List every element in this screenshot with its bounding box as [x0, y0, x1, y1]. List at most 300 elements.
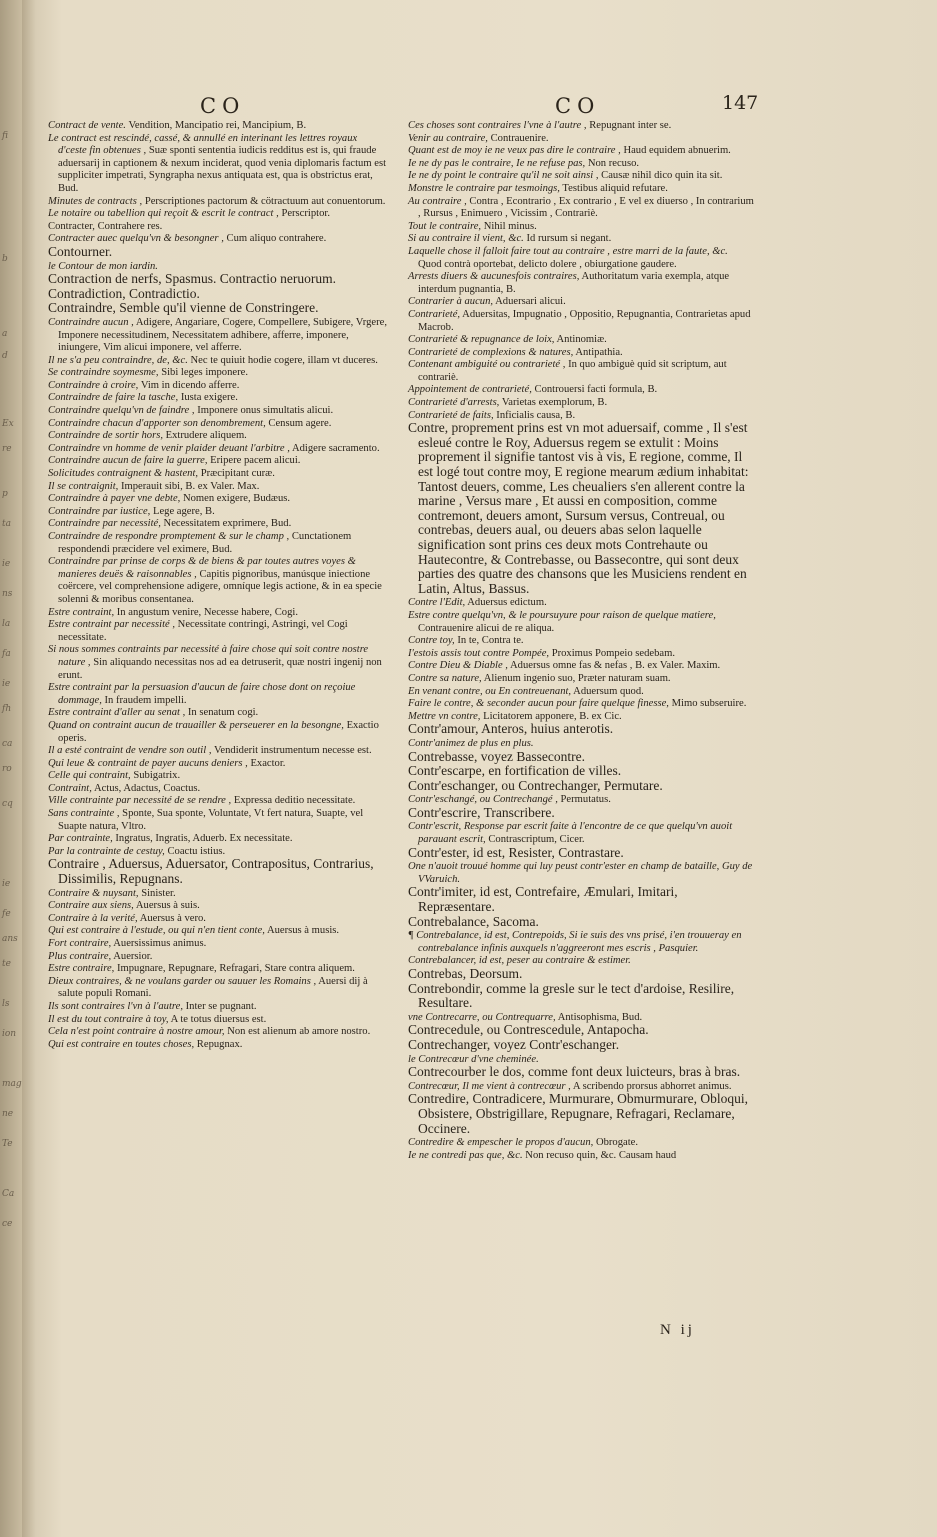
dictionary-entry — [408, 821, 754, 846]
french-term: One n'auoit trouué homme qui luy peust contr'ester en champ de bataille, Guy de VVaruich. — [408, 861, 753, 885]
margin-fragment: ne — [2, 1109, 14, 1119]
dictionary-entry — [48, 367, 388, 380]
dictionary-entry — [48, 405, 388, 418]
french-term: Ville contrainte par necessité de se rendre , — [48, 795, 232, 807]
french-term: Contre sa nature, — [408, 672, 482, 684]
dictionary-entry — [408, 309, 754, 334]
latin-gloss: Varietas exemplorum, B. — [501, 397, 608, 409]
dictionary-entry — [48, 720, 388, 745]
french-term: Il est du tout contraire à toy, — [48, 1013, 169, 1025]
latin-gloss: A te totus diuersus est. — [170, 1013, 267, 1025]
dictionary-entry — [408, 1066, 754, 1081]
dictionary-entry — [48, 619, 388, 644]
dictionary-entry — [48, 888, 388, 901]
french-term: Quant est de moy ie ne veux pas dire le contraire , — [408, 145, 621, 157]
margin-fragment: ns — [2, 589, 13, 599]
latin-gloss: Exactio operis. — [58, 719, 379, 744]
french-term: Estre contraint, — [48, 606, 115, 618]
margin-fragment: fi — [2, 131, 9, 141]
french-term: Faire le contre, & seconder aucun pour faire quelque finesse, — [408, 698, 669, 710]
latin-gloss: In quo ambiguè quid sit scriptum, aut contrariè. — [418, 359, 727, 383]
dictionary-entry — [408, 686, 754, 699]
dictionary-entry — [408, 648, 754, 661]
margin-fragment: ce — [2, 1219, 13, 1229]
margin-fragment: te — [2, 959, 11, 969]
margin-fragment: p — [2, 489, 8, 499]
french-term: Contrebalancer, id est, peser au contraire & estimer. — [408, 955, 631, 967]
margin-fragment: fe — [2, 909, 11, 919]
margin-fragment: a — [2, 329, 8, 339]
dictionary-entry — [48, 418, 388, 431]
margin-fragment: b — [2, 254, 8, 264]
latin-gloss: Haud equidem abnuerim. — [623, 145, 731, 157]
french-term: Qui leue & contraint de payer aucuns deniers , — [48, 757, 248, 769]
latin-gloss: Adigere sacramento. — [291, 442, 380, 454]
dictionary-entry — [408, 886, 754, 915]
dictionary-entry — [48, 833, 388, 846]
latin-gloss: Coactu istius. — [167, 845, 226, 857]
latin-gloss: Permutatus. — [560, 794, 611, 806]
dictionary-entry — [408, 133, 754, 146]
french-term: Contraindre de faire la tasche, — [48, 392, 179, 404]
french-term: Contrarieté & repugnance de loix, — [408, 334, 555, 346]
latin-gloss: Contrebalance, Sacoma. — [408, 913, 539, 929]
french-term: Contract de vente. — [48, 120, 126, 131]
latin-gloss: Imponere onus simultatis alicui. — [197, 405, 334, 417]
french-term: Estre contre quelqu'vn, & le poursuyure pour raison de quelque matiere, — [408, 609, 716, 621]
french-term: Contrarieté de complexions & natures, — [408, 346, 574, 358]
right-column — [408, 120, 754, 1162]
latin-gloss: Impugnare, Repugnare, Refragari, Stare contra aliquem. — [116, 963, 355, 975]
dictionary-entry — [408, 980, 754, 1012]
latin-gloss: Contraire , Aduersus, Aduersator, Contrapositus, Contrarius, Dissimilis, Repugnans. — [48, 856, 374, 887]
latin-gloss: Sinister. — [141, 887, 176, 899]
margin-fragment: la — [2, 619, 11, 629]
latin-gloss: Alienum ingenio suo, Præter naturam suam. — [483, 672, 671, 684]
french-term: Contr'animez de plus en plus. — [408, 737, 534, 749]
latin-gloss: Auersus à musis. — [266, 925, 340, 937]
dictionary-entry — [408, 698, 754, 711]
dictionary-entry — [408, 1137, 754, 1150]
french-term: Celle qui contraint, — [48, 770, 131, 782]
dictionary-entry — [48, 455, 388, 468]
dictionary-entry — [408, 723, 754, 738]
french-term: Arrests diuers & aucunesfois contraires, — [408, 271, 580, 283]
french-term: Contraindre quelqu'vn de faindre , — [48, 405, 195, 417]
french-term: Sans contrainte , — [48, 808, 120, 820]
latin-gloss: Antipathia. — [575, 346, 623, 358]
dictionary-entry — [48, 196, 388, 209]
dictionary-entry — [408, 660, 754, 673]
latin-gloss: Necessitatem exprimere, Bud. — [163, 518, 292, 530]
french-term: Venir au contraire, — [408, 132, 488, 144]
french-term: Contrarieté, — [408, 308, 461, 320]
french-term: Si nous sommes contraints par necessité à faire chose qui soit contre nostre nature , — [48, 644, 369, 668]
french-term: Estre contraint par necessité , — [48, 619, 176, 631]
french-term: Le contract est rescindé, cassé, & annullé en interinant les lettres royaux d'ceste fin obtenues , — [48, 132, 358, 157]
french-term: Ie ne dy pas le contraire, Ie ne refuse pas, — [408, 157, 586, 169]
french-term: Mettre vn contre, — [408, 710, 481, 722]
french-term: Contraindre aucun , — [48, 316, 134, 328]
dictionary-entry — [48, 707, 388, 720]
dictionary-entry — [408, 347, 754, 360]
dictionary-entry — [408, 170, 754, 183]
french-term: Plus contraire, — [48, 950, 112, 962]
latin-gloss: Contrecedule, ou Contrescedule, Antapocha. — [408, 1022, 649, 1038]
margin-fragment: fa — [2, 649, 11, 659]
dictionary-entry — [408, 120, 754, 133]
latin-gloss: Repugnant inter se. — [589, 120, 672, 131]
margin-fragment: Te — [2, 1139, 13, 1149]
latin-gloss: Adigere, Angariare, Cogere, Compellere, Subigere, Vrgere, Imponere necessitudinem, Necessitatem adhibere, afferre, imponere, iniungere, Vim alicui imponere, vel afferre. — [58, 316, 387, 354]
french-term: Contredire & empescher le propos d'aucun, — [408, 1137, 594, 1149]
latin-gloss: Capitis pignoribus, manúsque iniectione coërcere, vel comprehensione adigere, omníque legis actione, & in ea specie solenni & moribus consentanea. — [58, 568, 382, 605]
french-term: Contraindre de respondre promptement & sur le champ , — [48, 531, 290, 542]
dictionary-entry — [408, 861, 754, 886]
dictionary-entry — [48, 208, 388, 221]
dictionary-entry — [408, 158, 754, 171]
latin-gloss: Non est alienum ab amore nostro. — [227, 1026, 371, 1038]
latin-gloss: Contr'amour, Anteros, huius anterotis. — [408, 721, 614, 737]
latin-gloss: Vendition, Mancipatio rei, Mancipium, B. — [128, 120, 307, 131]
french-term: Contr'eschangé, ou Contrechangé , — [408, 794, 558, 806]
dictionary-entry — [48, 858, 388, 887]
dictionary-entry — [48, 976, 388, 1001]
french-term: Estre contraint par la persuasion d'aucun de faire chose dont on reçoiue dommage, — [48, 682, 356, 706]
french-term: Contre l'Edit, — [408, 597, 466, 609]
french-term: ¶ Contrebalance, id est, Contrepoids, Si ie suis des vns prisé, i'en trouueray en contrebalance infinis auxquels n'aggreeront mes escris , Pasquier. — [408, 930, 742, 954]
french-term: Estre contraint d'aller au senat , — [48, 707, 186, 719]
french-term: Ces choses sont contraires l'vne à l'autre , — [408, 120, 587, 131]
margin-fragment: ie — [2, 559, 11, 569]
dictionary-entry — [48, 120, 388, 133]
latin-gloss: Contrauenire alicui de re aliqua. — [418, 622, 555, 634]
latin-gloss: Sin aliquando necessitas nos ad ea detruserit, quæ nostri ingenij non erunt. — [58, 656, 382, 681]
french-term: Ie ne dy point le contraire qu'il ne soit ainsi , — [408, 170, 599, 182]
latin-gloss: Suæ sponti sententia iudicis redditus est is, qui fraude aduersarij in captionem & nexum inciderat, quod venia diplomaris factum est suppliciter impetrati, Syngrapha nexus antiquata est, qua is obstrictus erat, Bud. — [58, 145, 387, 194]
french-term: Solicitudes contraignent & hastent, — [48, 468, 199, 480]
dictionary-entry — [48, 795, 388, 808]
french-term: Le notaire ou tabellion qui reçoit & escrit le contract , — [48, 208, 279, 220]
latin-gloss: Non recuso. — [587, 157, 640, 169]
latin-gloss: Licitatorem apponere, B. ex Cic. — [483, 710, 622, 722]
french-term: Par contrainte, — [48, 833, 113, 845]
latin-gloss: Subigatrix. — [133, 770, 181, 782]
dictionary-entry — [408, 296, 754, 309]
french-term: Contraindre vn homme de venir plaider deuant l'arbitre , — [48, 442, 290, 454]
french-term: Laquelle chose il falloit faire tout au contraire , estre marri de la faute, &c. — [408, 245, 728, 257]
french-term: Contraindre par iustice, — [48, 505, 151, 517]
latin-gloss: Sponte, Sua sponte, Voluntate, Vt fert natura, Suapte, vel Suapte natura, Vltro. — [58, 808, 364, 832]
dictionary-entry — [48, 468, 388, 481]
dictionary-entry — [48, 221, 388, 234]
dictionary-entry — [48, 938, 388, 951]
latin-gloss: Contredire, Contradicere, Murmurare, Obmurmurare, Obloqui, Obsistere, Obstrigillare, Repugnare, Refragari, Reclamare, Occinere. — [408, 1091, 749, 1136]
dictionary-entry — [48, 1039, 388, 1052]
latin-gloss: Auersus à vero. — [139, 912, 206, 924]
dictionary-entry — [48, 302, 388, 317]
latin-gloss: Contrebas, Deorsum. — [408, 966, 523, 981]
latin-gloss: Cunctationem respondendi præcidere vel eximere, Bud. — [58, 531, 352, 555]
french-term: le Contour de mon iardin. — [48, 260, 158, 272]
dictionary-entry — [48, 443, 388, 456]
margin-fragment: ans — [2, 934, 18, 944]
latin-gloss: Necessitate contringi, Astringi, vel Cogi necessitate. — [58, 619, 348, 643]
french-term: Contraindre par prinse de corps & de biens & par toutes autres voyes & manieres deuës & raisonnables , — [48, 556, 356, 580]
french-term: Contenant ambiguité ou contrarieté , — [408, 359, 566, 371]
dictionary-entry — [408, 145, 754, 158]
latin-gloss: In angustum venire, Necesse habere, Cogi. — [116, 606, 298, 618]
margin-fragment: ca — [2, 739, 13, 749]
french-term: Qui est contraire à l'estude, ou qui n'en tient conte, — [48, 925, 265, 937]
latin-gloss: Eripere pacem alicui. — [210, 455, 301, 467]
dictionary-entry — [48, 745, 388, 758]
french-term: Tout le contraire, — [408, 220, 482, 232]
margin-fragment: d — [2, 351, 8, 361]
latin-gloss: Actus, Adactus, Coactus. — [93, 782, 201, 794]
french-term: Cela n'est point contraire à nostre amour, — [48, 1026, 225, 1038]
french-term: Par la contrainte de cestuy, — [48, 845, 165, 857]
latin-gloss: In senatum cogi. — [187, 707, 259, 719]
dictionary-entry — [48, 317, 388, 355]
latin-gloss: Extrudere aliquem. — [165, 430, 247, 442]
latin-gloss: Imperauit sibi, B. ex Valer. Max. — [120, 480, 260, 492]
dictionary-entry — [408, 271, 754, 296]
latin-gloss: Contr'escrire, Transcribere. — [408, 804, 555, 820]
latin-gloss: Non recuso quin, &c. Causam haud — [525, 1149, 677, 1161]
french-term: vne Contrecarre, ou Contrequarre, — [408, 1011, 556, 1023]
french-term: Il se contraignit, — [48, 480, 119, 492]
latin-gloss: Auersissimus animus. — [113, 938, 207, 949]
french-term: le Contrecœur d'vne cheminée. — [408, 1053, 539, 1065]
dictionary-entry — [408, 221, 754, 234]
french-term: Contraire & nuysant, — [48, 887, 139, 899]
dictionary-entry — [48, 481, 388, 494]
latin-gloss: Contra , Econtrario , Ex contrario , E vel ex diuerso , In contrarium , Rursus , Enimuero , Vicissim , Contrariè. — [418, 195, 754, 220]
dictionary-entry — [48, 758, 388, 771]
french-term: Contre toy, — [408, 635, 455, 647]
running-head-left: CO — [200, 94, 246, 118]
dictionary-entry — [48, 644, 388, 682]
latin-gloss: Antinomiæ. — [556, 334, 607, 346]
latin-gloss: Aduersus edictum. — [467, 597, 547, 609]
latin-gloss: Contr'imiter, id est, Contrefaire, Æmulari, Imitari, Repræsentare. — [408, 884, 678, 915]
french-term: Qui est contraire en toutes choses, — [48, 1038, 195, 1050]
dictionary-entry — [408, 635, 754, 648]
dictionary-entry — [48, 963, 388, 976]
french-term: Fort contraire, — [48, 938, 112, 949]
latin-gloss: Aduersari alicui. — [495, 296, 566, 308]
latin-gloss: Contrecourber le dos, comme font deux luicteurs, bras à bras. — [408, 1064, 741, 1080]
latin-gloss: Exactor. — [250, 757, 286, 769]
latin-gloss: Perscriptiones pactorum & cötractuum aut conuentorum. — [144, 195, 386, 207]
signature-mark: N ij — [660, 1322, 695, 1338]
latin-gloss: Iusta exigere. — [180, 392, 238, 404]
dictionary-entry — [48, 808, 388, 833]
margin-fragment: ro — [2, 764, 12, 774]
latin-gloss: Id rursum si negant. — [526, 233, 612, 245]
page-number: 147 — [722, 92, 759, 114]
latin-gloss: A scribendo prorsus abhorret animus. — [572, 1080, 732, 1092]
dictionary-entry — [408, 913, 754, 931]
latin-gloss: Contre, proprement prins est vn mot aduersaif, comme , Il s'est esleué contre le Roy, Aduersus regem se extulit : Moins proprement il signifie tantost vis à vis, E regione, comme, Il est logé tout contre moy, E regione mearum ædium inhabitat: Tantost deuers, comme, Les cheualiers s'en allerent contre la marine , Versus mare , Et aussi en composition, comme contremont, deuers amont, Sursum versus, Contreual, ou contrebas, deuers aual, ou deuers abas selon laquelle signification sont prins ces deux mots Contrehaute ou Hautecontre, & Contrebasse, ou Bassecontre, qui sont deux parties des quatre des chansons que les Musiciens rendent en Latin, Altus, Bassus. — [408, 420, 749, 596]
french-term: Contraindre à payer vne debte, — [48, 493, 181, 505]
latin-gloss: Præcipitant curæ. — [200, 468, 275, 480]
dictionary-entry — [48, 243, 388, 261]
latin-gloss: Contrascriptum, Cicer. — [488, 834, 585, 846]
latin-gloss: Aduersum quod. — [573, 685, 644, 697]
margin-fragment: ta — [2, 519, 11, 529]
french-term: Contracter auec quelqu'vn & besongner , — [48, 233, 224, 245]
dictionary-entry — [408, 1036, 754, 1054]
dictionary-entry — [408, 334, 754, 347]
french-term: Estre contraire, — [48, 963, 115, 975]
margin-fragment: fh — [2, 704, 12, 714]
latin-gloss: Contrechanger, voyez Contr'eschanger. — [408, 1036, 620, 1052]
dictionary-entry — [48, 133, 388, 196]
dictionary-entry — [408, 233, 754, 246]
latin-gloss: Mimo subseruire. — [671, 698, 747, 710]
dictionary-entry — [48, 518, 388, 531]
margin-fragment: ie — [2, 679, 11, 689]
dictionary-entry — [48, 493, 388, 506]
latin-gloss: Antisophisma, Bud. — [557, 1011, 643, 1023]
dictionary-entry — [48, 355, 388, 368]
french-term: Contr'escrit, Response par escrit faite à l'encontre de ce que quelqu'vn auoit parauant escrit, — [408, 821, 733, 846]
french-term: Contrecœur, Il me vient à contrecœur , — [408, 1080, 571, 1092]
french-term: Au contraire , — [408, 195, 467, 207]
margin-fragment: ls — [2, 999, 10, 1009]
dictionary-entry — [408, 397, 754, 410]
latin-gloss: Testibus aliquid refutare. — [562, 182, 668, 194]
dictionary-entry — [48, 1026, 388, 1039]
latin-gloss: Auersi dij à salute populi Romani. — [58, 975, 368, 1000]
dictionary-entry — [408, 597, 754, 610]
latin-gloss: Contrebasse, voyez Bassecontre. — [408, 748, 585, 764]
french-term: Ils sont contraires l'vn à l'autre, — [48, 1000, 183, 1012]
dictionary-entry — [48, 682, 388, 707]
latin-gloss: Contraction de nerfs, Spasmus. Contractio neruorum. — [48, 271, 336, 287]
french-term: Contraindre aucun de faire la guerre, — [48, 455, 208, 467]
french-term: Contraire à la verité, — [48, 912, 138, 924]
dictionary-entry — [48, 556, 388, 606]
dictionary-entry — [48, 1001, 388, 1014]
dictionary-entry — [408, 610, 754, 635]
latin-gloss: Authoritatum varia exempla, atque interdum pugnantia, B. — [418, 271, 730, 295]
dictionary-entry — [48, 951, 388, 964]
french-term: Contrarier à aucun, — [408, 296, 494, 308]
french-term: Contraindre de sortir hors, — [48, 430, 163, 442]
french-term: Contraire aux siens, — [48, 900, 134, 912]
latin-gloss: Auersior. — [113, 950, 153, 962]
french-term: Appointement de contrarieté, — [408, 384, 532, 396]
dictionary-entry — [408, 844, 754, 862]
margin-fragment: Ca — [2, 1189, 15, 1199]
latin-gloss: Vim in dicendo afferre. — [140, 379, 240, 391]
margin-fragment: re — [2, 444, 12, 454]
latin-gloss: Auersus à suis. — [135, 900, 200, 912]
latin-gloss: Nec te quiuit hodie cogere, illam vt duceres. — [190, 354, 378, 366]
french-term: Si au contraire il vient, &c. — [408, 233, 524, 245]
latin-gloss: Causæ nihil dico quin ita sit. — [601, 170, 723, 182]
french-term: Contre Dieu & Diable , — [408, 660, 508, 672]
latin-gloss: Contr'escarpe, en fortification de villes. — [408, 763, 622, 779]
french-term: Se contraindre soymesme, — [48, 367, 159, 379]
dictionary-entry — [408, 359, 754, 384]
dictionary-entry — [48, 770, 388, 783]
french-term: I'estois assis tout contre Pompée, — [408, 647, 550, 659]
french-term: Ie ne contredi pas que, &c. — [408, 1149, 523, 1161]
latin-gloss: Aduersus omne fas & nefas , B. ex Valer. Maxim. — [510, 660, 721, 672]
french-term: Minutes de contracts , — [48, 195, 143, 207]
latin-gloss: Ingratus, Ingratis, Aduerb. Ex necessitate. — [115, 833, 293, 845]
dictionary-entry — [408, 930, 754, 955]
latin-gloss: Lege agere, B. — [152, 505, 215, 517]
latin-gloss: Contrauenire. — [490, 132, 549, 144]
margin-fragment: cq — [2, 799, 13, 809]
latin-gloss: Controuersi facti formula, B. — [534, 384, 658, 396]
dictionary-entry — [408, 673, 754, 686]
french-term: En venant contre, ou En contreuenant, — [408, 685, 572, 697]
dictionary-entry — [48, 392, 388, 405]
latin-gloss: Contracter, Contrahere res. — [48, 220, 163, 232]
dictionary-entry — [48, 1014, 388, 1027]
latin-gloss: Inficialis causa, B. — [496, 409, 576, 421]
dictionary-entry — [408, 422, 754, 597]
dictionary-entry — [408, 804, 754, 822]
dictionary-entry — [48, 925, 388, 938]
margin-fragment: ion — [2, 1029, 17, 1039]
latin-gloss: Contourner. — [48, 243, 113, 259]
dictionary-entry — [48, 531, 388, 556]
latin-gloss: In fraudem impelli. — [104, 694, 187, 706]
latin-gloss: Quod contrà oportebat, delicto dolere , obiurgatione gaudere. — [418, 258, 677, 270]
french-term: Contraint, — [48, 782, 92, 794]
latin-gloss: Aduersitas, Impugnatio , Oppositio, Repugnantia, Contrarietas apud Macrob. — [418, 308, 751, 333]
latin-gloss: Repugnax. — [196, 1038, 243, 1050]
latin-gloss: Censum agere. — [268, 417, 332, 429]
latin-gloss: Expressa deditio necessitate. — [233, 795, 356, 807]
latin-gloss: Cum aliquo contrahere. — [226, 233, 327, 245]
left-column — [48, 120, 388, 1051]
dictionary-entry — [48, 380, 388, 393]
french-term: Contraindre chacun d'apporter son denombrement, — [48, 417, 266, 429]
french-term: Monstre le contraire par tesmoings, — [408, 182, 560, 194]
dictionary-entry — [48, 900, 388, 913]
latin-gloss: Contr'ester, id est, Resister, Contrastare. — [408, 844, 624, 860]
latin-gloss: In te, Contra te. — [457, 635, 524, 647]
margin-fragment: ie — [2, 879, 11, 889]
dictionary-entry — [48, 430, 388, 443]
latin-gloss: Proximus Pompeio sedebam. — [551, 647, 675, 659]
french-term: Dieux contraires, & ne voulans garder ou sauuer les Romains , — [48, 975, 317, 987]
dictionary-entry — [48, 913, 388, 926]
dictionary-entry — [408, 246, 754, 271]
dictionary-entry — [408, 196, 754, 221]
latin-gloss: Contraindre, Semble qu'il vienne de Constringere. — [48, 300, 319, 316]
french-term: Contraindre à croire, — [48, 379, 139, 391]
dictionary-entry — [408, 1093, 754, 1137]
french-term: Il ne s'a peu contraindre, de, &c. — [48, 354, 188, 366]
running-head-right: CO — [555, 94, 601, 118]
latin-gloss: Nomen exigere, Budæus. — [182, 493, 291, 505]
latin-gloss: Vendiderit instrumentum necesse est. — [213, 745, 372, 757]
french-term: Contrarieté de faits, — [408, 409, 494, 421]
dictionary-entry — [408, 183, 754, 196]
dictionary-entry — [408, 777, 754, 795]
latin-gloss: Obrogate. — [595, 1137, 639, 1149]
latin-gloss: Sibi leges imponere. — [161, 367, 248, 379]
